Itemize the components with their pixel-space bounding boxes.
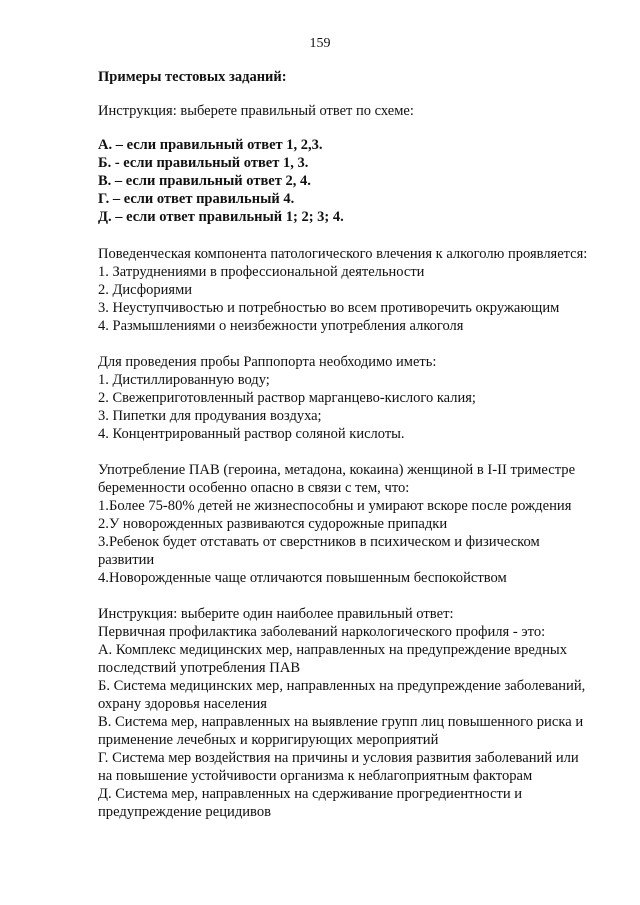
scheme-line-b: Б. - если правильный ответ 1, 3. [98,155,309,171]
question-3-option-4: 4.Новорожденные чаще отличаются повышенным беспокойством [98,570,507,586]
page-number: 159 [309,36,331,51]
question-2-option-2: 2. Свежеприготовленный раствор марганцево-кислого калия; [98,390,476,406]
question-2-option-1: 1. Дистиллированную воду; [98,372,270,388]
scheme-instruction: Инструкция: выберете правильный ответ по схеме: [98,103,414,119]
question-3-option-3: 3.Ребенок будет отставать от сверстников в психическом и физическом развитии [98,534,540,568]
question-3-option-1: 1.Более 75-80% детей не жизнеспособны и умирают вскоре после рождения [98,498,572,514]
question-3 [98,461,592,587]
page-heading: Примеры тестовых заданий: [98,69,287,85]
question-4-option-d: Д. Система мер, направленных на сдерживание прогредиентности и предупреждение рецидивов [98,786,523,820]
question-3-option-2: 2.У новорожденных развиваются судорожные припадки [98,516,448,532]
question-4-option-b: Б. Система медицинских мер, направленных на предупреждение заболеваний, охрану здоровья населения [98,678,586,712]
question-4 [98,605,592,821]
question-1-option-3: 3. Неуступчивостью и потребностью во всем противоречить окружающим [98,300,560,316]
question-4-options [98,641,592,821]
answer-scheme [98,136,592,226]
scheme-line-g: Г. – если ответ правильный 4. [98,191,295,207]
question-4-text: Первичная профилактика заболеваний наркологического профиля - это: [98,624,546,640]
question-2 [98,353,592,443]
question-1-option-2: 2. Дисфориями [98,282,193,298]
question-2-option-3: 3. Пипетки для продувания воздуха; [98,408,322,424]
question-1-text: Поведенческая компонента патологического влечения к алкоголю проявляется: [98,246,588,262]
question-1 [98,245,592,335]
question-4-instruction: Инструкция: выберите один наиболее правильный ответ: [98,606,454,622]
question-3-options [98,497,592,587]
question-1-option-1: 1. Затруднениями в профессиональной деятельности [98,264,425,280]
question-3-text: Употребление ПАВ (героина, метадона, кокаина) женщиной в I-II триместре беременности особенно опасно в связи с тем, что: [98,462,576,496]
question-4-option-v: В. Система мер, направленных на выявление групп лиц повышенного риска и применение лечебных и корригирующих мероприятий [98,714,584,748]
scheme-line-v: В. – если правильный ответ 2, 4. [98,173,311,189]
question-2-option-4: 4. Концентрированный раствор соляной кислоты. [98,426,405,442]
question-4-option-a: А. Комплекс медицинских мер, направленных на предупреждение вредных последствий употребления ПАВ [98,642,568,676]
page-content [98,68,592,821]
scheme-line-d: Д. – если ответ правильный 1; 2; 3; 4. [98,209,344,225]
question-4-option-g: Г. Система мер воздействия на причины и условия развития заболеваний или на повышение устойчивости организма к неблагоприятным факторам [98,750,579,784]
question-2-text: Для проведения пробы Раппопорта необходимо иметь: [98,354,437,370]
question-1-options [98,263,592,335]
question-1-option-4: 4. Размышлениями о неизбежности употребления алкоголя [98,318,464,334]
question-2-options [98,371,592,443]
scheme-line-a: А. – если правильный ответ 1, 2,3. [98,137,323,153]
